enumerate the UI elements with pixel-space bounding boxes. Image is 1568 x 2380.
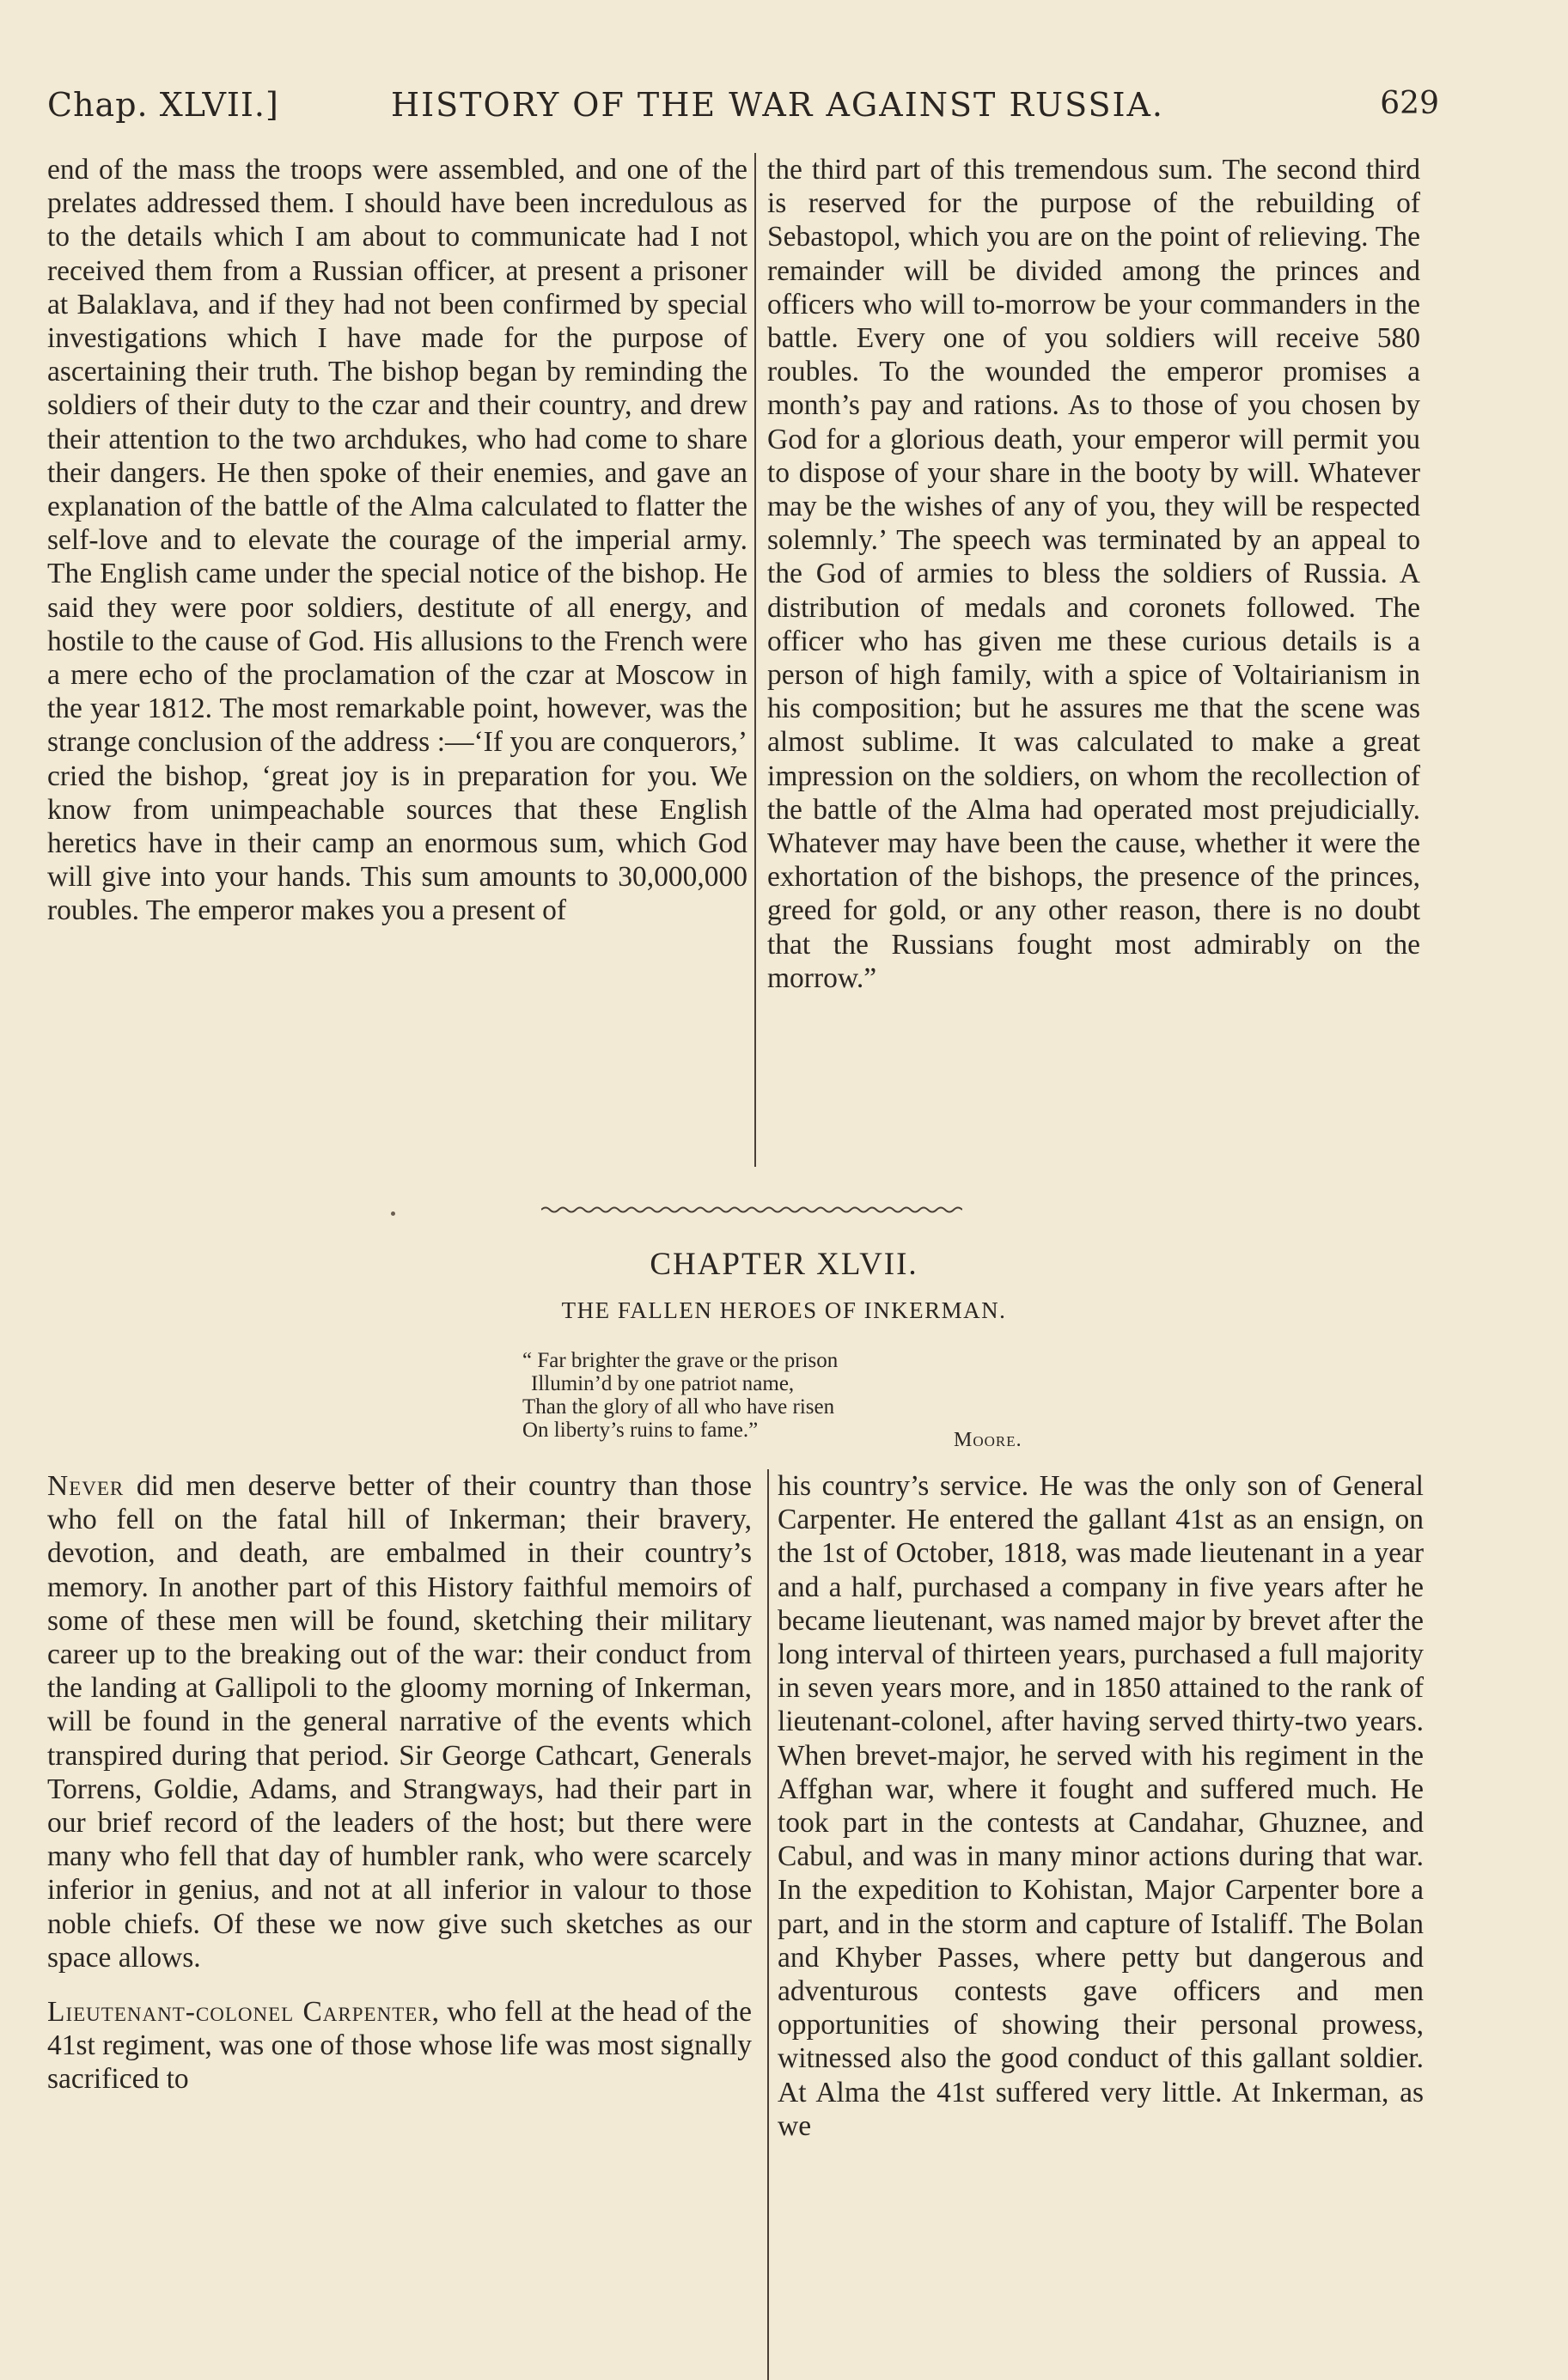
chapter-title: CHAPTER XLVII.: [650, 1247, 918, 1282]
paragraph: his country’s service. He was the only son of General Carpenter. He entered the gallant 41st as an ensign, on the 1st of October, 1818, was made lieutenant in a year and a half, purchased a company in five years after he became lieutenant, was named major by brevet after the long interval of thirteen years, purchased a full majority in seven years more, and in 1850 attained to the rank of lieutenant-colonel, after having served thirty-two years. When brevet-major, he served with his regiment in the Affghan war, where it fought and suffered much. He took part in the contests at Candahar, Ghuznee, and Cabul, and was in many minor actions during that war. In the expedition to Kohistan, Major Carpenter bore a part, and in the storm and capture of Istaliff. The Bolan and Khyber Passes, where petty but dangerous and adventurous contests gave officers and men opportunities of showing their personal prowess, witnessed also the good conduct of this gallant soldier. At Alma the 41st suffered very little. At Inkerman, as we: [778, 1470, 1424, 2142]
running-header: [47, 86, 1439, 129]
wavy-divider-ornament: [541, 1203, 962, 1217]
paragraph: [47, 1995, 752, 2096]
paragraph: end of the mass the troops were assembled, and one of the prelates addressed them. I should have been incredulous as to the details which I am about to communicate had I not received them from a Russian officer, at present a prisoner at Balaklava, and if they had not been confirmed by special investigations which I have made for the purpose of ascertaining their truth. The bishop began by reminding the soldiers of their duty to the czar and their country, and drew their attention to the two archdukes, who had come to share their dangers. He then spoke of their enemies, and gave an explanation of the battle of the Alma calculated to flatter the self-love and to elevate the courage of the imperial army. The English came under the special notice of the bishop. He said they were poor soldiers, destitute of all energy, and hostile to the cause of God. His allusions to the French were a mere echo of the proclamation of the czar at Moscow in the year 1812. The most remarkable point, however, was the strange conclusion of the address :—‘If you are conquerors,’ cried the bishop, ‘great joy is in preparation for you. We know from unimpeachable sources that these English heretics have in their camp an enormous sum, which God will give into your hands. This sum amounts to 30,000,000 roubles. The emperor makes you a present of: [47, 154, 747, 927]
paragraph-text: , who fell at the head of the 41st regiment, was one of those whose life was most signally sacrificed to: [47, 1996, 752, 2096]
paragraph-gap: [47, 1974, 752, 1995]
epigraph: [522, 1349, 1072, 1442]
bottom-left-column: [47, 1469, 752, 2096]
bottom-right-column: [778, 1469, 1424, 2143]
chapter-reference: Chap. XLVII.]: [47, 86, 279, 124]
page-number: 629: [1380, 86, 1439, 121]
paragraph-text: did men deserve better of their country than those who fell on the fatal hill of Inkerman; their bravery, devotion, and death, are embalmed in their country’s memory. In another part of this History faithful memoirs of some of these men will be found, sketching their military career up to the breaking out of the war: their conduct from the landing at Gallipoli to the gloomy morning of Inkerman, will be found in the general narrative of the events which transpired during that period. Sir George Cathcart, Generals Torrens, Goldie, Adams, and Strangways, had their part in our brief record of the leaders of the host; but there were many who fell that day of humbler rank, who were scarcely inferior in genius, and not at all inferior in valour to those noble chiefs. Of these we now give such sketches as our space allows.: [47, 1470, 752, 1974]
top-right-column: [767, 153, 1420, 995]
drop-lead-word: Never: [47, 1470, 125, 1502]
paragraph: the third part of this tremendous sum. The second third is reserved for the purpose of the rebuilding of Sebastopol, which you are on the point of relieving. The remainder will be divided among the princes and officers who will to-morrow be your commanders in the battle. Every one of you soldiers will receive 580 roubles. To the wounded the emperor promises a month’s pay and rations. As to those of you chosen by God for a glorious death, your emperor will permit you to dispose of your share in the booty by will. Whatever may be the wishes of any of you, they will be respected solemnly.’ The speech was terminated by an appeal to the God of armies to bless the soldiers of Russia. A distribution of medals and coronets followed. The officer who has given me these curious details is a person of high family, with a spice of Voltairianism in his composition; but he assures me that the scene was almost sublime. It was calculated to make a great impression on the soldiers, on whom the recollection of the battle of the Alma had operated most prejudicially. Whatever may have been the cause, whether it were the exhortation of the bishops, the presence of the princes, greed for gold, or any other reason, there is no doubt that the Russians fought most admirably on the morrow.”: [767, 154, 1420, 994]
epigraph-line: Than the glory of all who have risen: [522, 1395, 835, 1419]
epigraph-line: Illumin’d by one patriot name,: [531, 1372, 795, 1395]
epigraph-author: Moore.: [954, 1429, 1022, 1451]
column-divider: [767, 1469, 769, 2380]
person-name-lead: Lieutenant-colonel Carpenter: [47, 1996, 432, 2029]
ink-speck: [391, 1211, 395, 1216]
paragraph: [47, 1469, 752, 1974]
chapter-subtitle: THE FALLEN HEROES OF INKERMAN.: [561, 1297, 1007, 1323]
column-divider: [754, 153, 756, 1167]
top-left-column: [47, 153, 747, 928]
running-title: HISTORY OF THE WAR AGAINST RUSSIA.: [391, 86, 1165, 124]
epigraph-line: On liberty’s ruins to fame.”: [522, 1419, 759, 1442]
epigraph-line: “ Far brighter the grave or the prison: [522, 1349, 839, 1372]
